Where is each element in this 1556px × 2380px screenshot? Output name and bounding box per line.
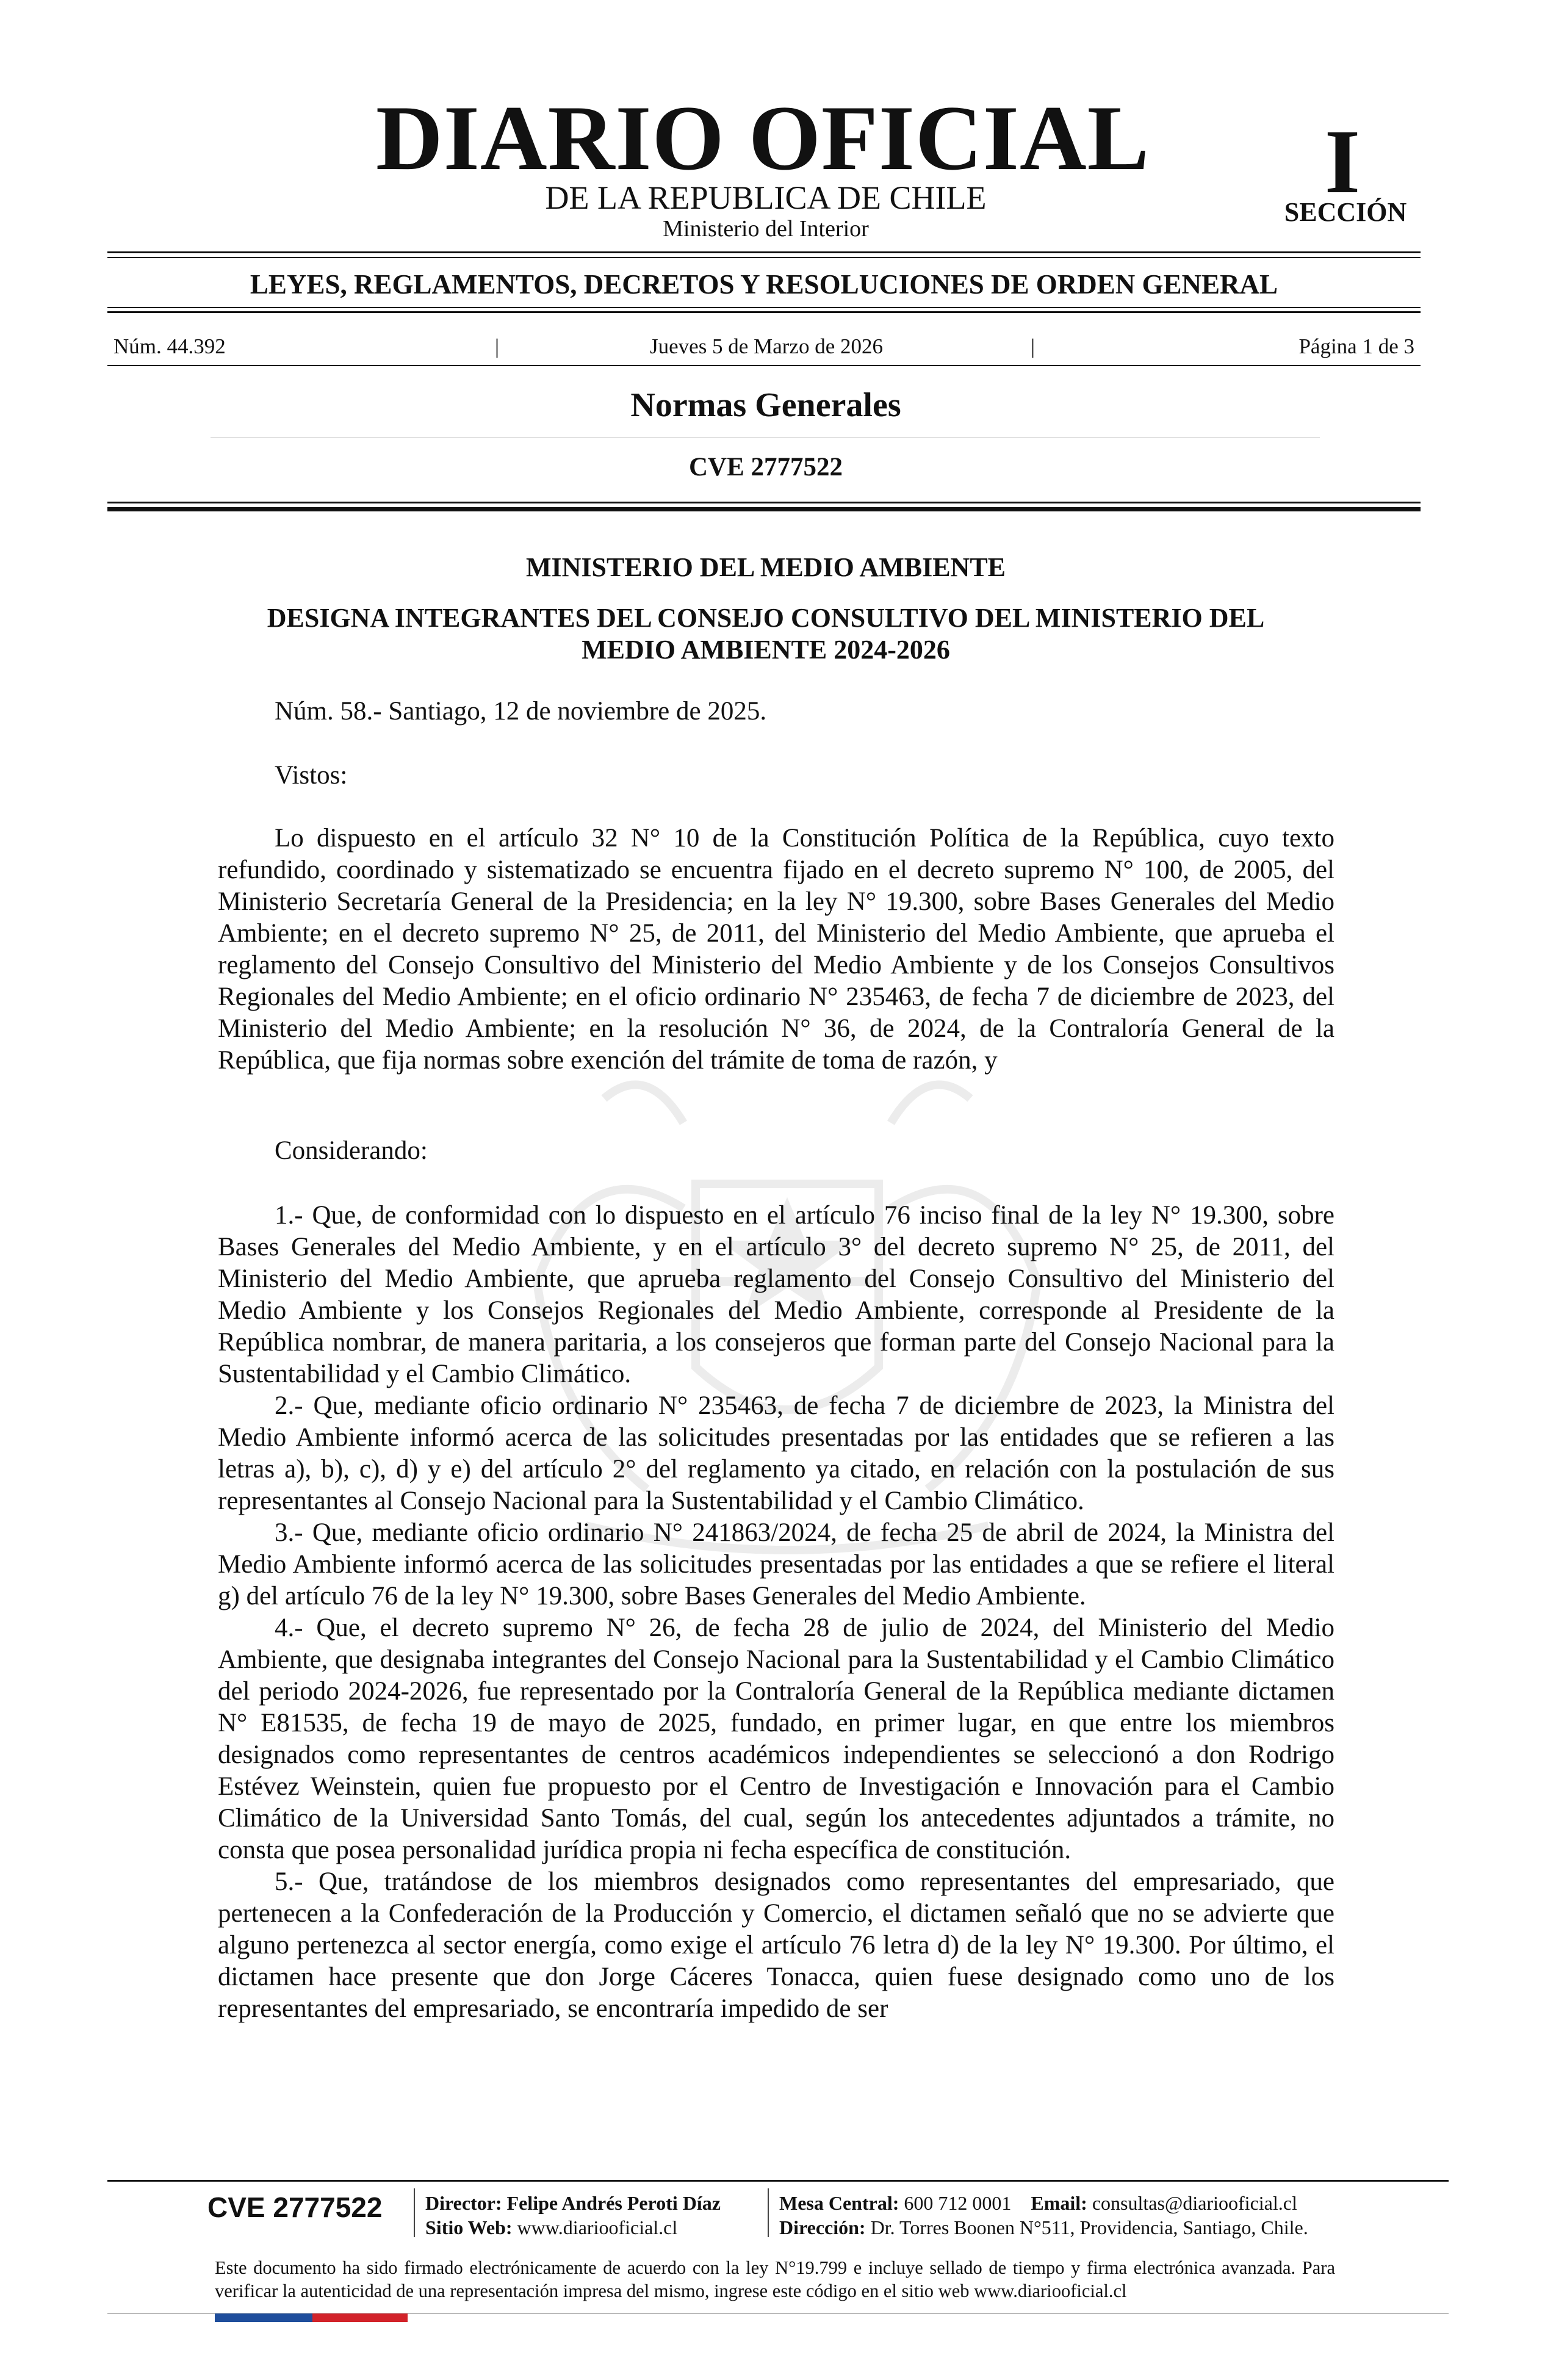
- director-name: Felipe Andrés Peroti Díaz: [506, 2192, 721, 2214]
- mesa-phone: 600 712 0001: [904, 2192, 1012, 2214]
- header-rule-mid: [107, 307, 1421, 308]
- cve-rule: [107, 502, 1421, 503]
- vistos-paragraph: [218, 823, 1334, 1076]
- considerando-item: 3.- Que, mediante oficio ordinario N° 241863/2024, de fecha 25 de abril de 2024, la Ministra del Medio Ambiente informó acerca de las solicitudes presentadas por las entidades a que se refiere el literal g) del artículo 76 de la ley N° 19.300, sobre Bases Generales del Medio Ambiente.: [218, 1518, 1334, 1610]
- issue-separator: |: [495, 334, 500, 358]
- website-link[interactable]: www.diariooficial.cl: [517, 2216, 678, 2238]
- issue-separator: |: [1031, 334, 1036, 358]
- ministry-heading: MINISTERIO DEL MEDIO AMBIENTE: [525, 552, 1006, 582]
- considerando-item: 2.- Que, mediante oficio ordinario N° 235463, de fecha 7 de diciembre de 2023, la Ministra del Medio Ambiente informó acerca de las solicitudes presentadas por las entidades que se refieren a las letras a), b), c), d) y e) del artículo 2° del reglamento ya citado, en relación con la postulación de sus representantes al Consejo Nacional para la Sustentabilidad y el Cambio Climático.: [218, 1391, 1334, 1515]
- issue-date: Jueves 5 de Marzo de 2026: [650, 334, 883, 358]
- footer-rule: [107, 2180, 1449, 2182]
- director-label: Director:: [425, 2192, 502, 2214]
- address-text: Dr. Torres Boonen N°511, Providencia, Santiago, Chile.: [870, 2216, 1308, 2238]
- decree-number: Núm. 58.- Santiago, 12 de noviembre de 2025.: [275, 697, 767, 726]
- footer-divider: [768, 2188, 769, 2237]
- vistos-label: Vistos:: [275, 761, 348, 790]
- section-heading: Normas Generales: [630, 386, 901, 424]
- considerando-item: 4.- Que, el decreto supremo N° 26, de fecha 28 de julio de 2024, del Ministerio del Medio Ambiente, que designaba integrantes del Consejo Nacional para la Sustentabilidad y el Cambio Climático del periodo 2024-2026, fue representado por la Contraloría General de la República mediante dictamen N° E81535, de fecha 19 de mayo de 2025, fundado, en primer lugar, en que entre los miembros designados como representantes de centros académicos independientes se seleccionó a don Rodrigo Estévez Weinstein, quien fue propuesto por el Centro de Investigación e Innovación para el Cambio Climático de la Universidad Santo Tomás, del cual, según los antecedentes adjuntados a trámite, no consta que posea personalidad jurídica propia ni fecha específica de constitución.: [218, 1614, 1334, 1864]
- footer-director-block: [425, 2191, 721, 2240]
- cve-rule-thick: [107, 507, 1421, 511]
- vistos-text: Lo dispuesto en el artículo 32 N° 10 de la Constitución Política de la República, cuyo texto refundido, coordinado y sistematizado se encuentra fijado en el decreto supremo N° 100, de 2005, del Ministerio Secretaría General de la Presidencia; en la ley N° 19.300, sobre Bases Generales del Medio Ambiente; en el decreto supremo N° 25, de 2011, del Ministerio del Medio Ambiente, que aprueba el reglamento del Consejo Consultivo del Ministerio del Medio Ambiente y de los Consejos Consultivos Regionales del Medio Ambiente; en el oficio ordinario N° 235463, de fecha 7 de diciembre de 2023, del Ministerio del Medio Ambiente; en la resolución N° 36, de 2024, de la Contraloría General de la República, que fija normas sobre exención del trámite de toma de razón, y: [218, 824, 1334, 1075]
- masthead-subtitle: DE LA REPUBLICA DE CHILE: [545, 179, 987, 216]
- footer-cve-code: CVE 2777522: [207, 2191, 383, 2223]
- mesa-label: Mesa Central:: [779, 2192, 899, 2214]
- address-label: Dirección:: [779, 2216, 866, 2238]
- section-label: SECCIÓN: [1284, 197, 1407, 227]
- document-title-line: DESIGNA INTEGRANTES DEL CONSEJO CONSULTIVO DEL MINISTERIO DEL: [267, 603, 1265, 633]
- document-title: [214, 602, 1318, 666]
- footer-divider: [414, 2188, 415, 2237]
- section-divider: [211, 437, 1320, 438]
- document-title-line: MEDIO AMBIENTE 2024-2026: [582, 635, 950, 665]
- signature-note: Este documento ha sido firmado electrónicamente de acuerdo con la ley N°19.799 e incluye sellado de tiempo y firma electrónica avanzada. Para verificar la autenticidad de una representación impresa del mismo, ingrese este código en el sitio web www.diariooficial.cl: [215, 2257, 1335, 2301]
- considerando-item: 1.- Que, de conformidad con lo dispuesto en el artículo 76 inciso final de la ley N° 19.300, sobre Bases Generales del Medio Ambiente, y en el artículo 3° del decreto supremo N° 25, de 2011, del Ministerio del Medio Ambiente, que aprueba reglamento del Consejo Consultivo del Ministerio del Medio Ambiente y los Consejos Regionales del Medio Ambiente, corresponde al Presidente de la República nombrar, de manera paritaria, a los consejeros que forman parte del Consejo Nacional para la Sustentabilidad y el Cambio Climático.: [218, 1201, 1334, 1388]
- footer-contact-block: [779, 2191, 1308, 2240]
- masthead-ministry: Ministerio del Interior: [663, 216, 869, 242]
- email-label: Email:: [1031, 2192, 1087, 2214]
- section-number: I: [1324, 111, 1361, 212]
- page-indicator: Página 1 de 3: [1298, 334, 1414, 358]
- considerando-list: [218, 1200, 1334, 2025]
- email-link[interactable]: consultas@diariooficial.cl: [1092, 2192, 1297, 2214]
- issue-number: Núm. 44.392: [113, 334, 226, 358]
- flag-stripe-red: [312, 2313, 408, 2322]
- header-rule-top: [107, 251, 1421, 253]
- info-rule: [107, 365, 1421, 366]
- header-rule-mid-thick: [107, 311, 1421, 313]
- flag-stripe-blue: [215, 2313, 312, 2322]
- masthead-title: DIARIO OFICIAL: [375, 87, 1150, 189]
- issue-info-bar: [113, 334, 1419, 359]
- category-banner: LEYES, REGLAMENTOS, DECRETOS Y RESOLUCIONES DE ORDEN GENERAL: [250, 269, 1278, 300]
- header-rule-top-thin: [107, 257, 1421, 258]
- cve-code: CVE 2777522: [688, 453, 843, 481]
- considerando-item: 5.- Que, tratándose de los miembros designados como representantes del empresariado, que pertenecen a la Confederación de la Producción y Comercio, el dictamen señaló que no se advierte que alguno pertenezca al sector energía, como exige el artículo 76 letra d) de la ley N° 19.300. Por último, el dictamen hace presente que don Jorge Cáceres Tonacca, quien fuese designado como uno de los representantes del empresariado, se encontraría impedido de ser: [218, 1867, 1334, 2023]
- website-label: Sitio Web:: [425, 2216, 513, 2238]
- considerando-label: Considerando:: [275, 1136, 428, 1165]
